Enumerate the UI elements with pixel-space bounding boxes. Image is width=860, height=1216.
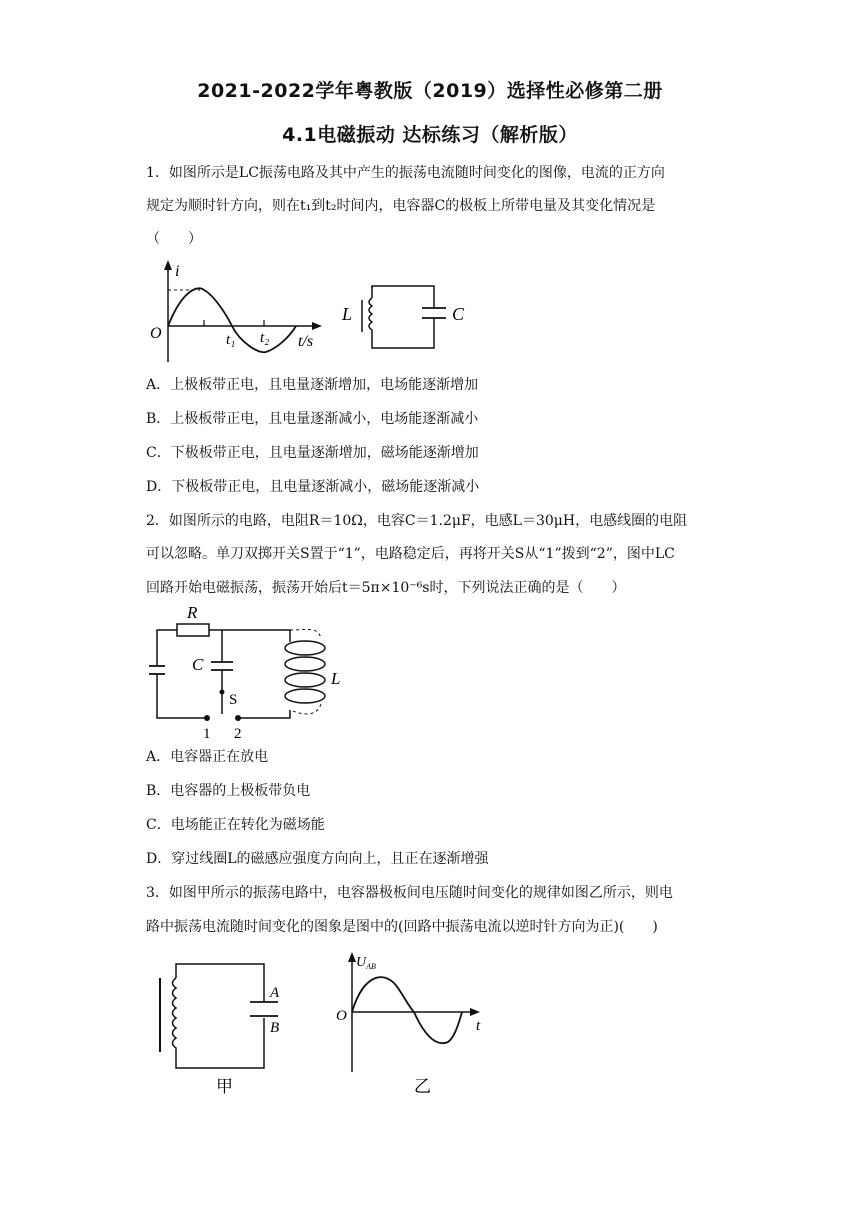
q3-graph-x-label: t [476, 1018, 481, 1034]
q1-stem-line3: （ ） [146, 231, 202, 247]
q2-label-pin1: 1 [203, 726, 211, 742]
q3-stem-line1: 3．如图甲所示的振荡电路中，电容器极板间电压随时间变化的规律如图乙所示，则电 [146, 885, 673, 901]
doc-title-line1: 2021-2022学年粤教版（2019）选择性必修第二册 [197, 80, 663, 102]
q1-circuit-C: C [452, 304, 465, 324]
q1-graph-y-label: i [175, 263, 180, 280]
q2-stem-line1: 2．如图所示的电路，电阻R＝10Ω，电容C＝1.2μF，电感L＝30μH，电感线圈的电阻 [146, 513, 688, 529]
q2-option-d[interactable]: D．穿过线圈L的磁感应强度方向向上，且正在逐渐增强 [146, 851, 489, 867]
q1-graph-t1: t₁ [226, 332, 236, 348]
q1-option-a[interactable]: A．上极板带正电，且电量逐渐增加，电场能逐渐增加 [146, 377, 479, 393]
q3-graph-y-sub: AB [366, 962, 376, 971]
q1-lc-circuit [340, 278, 480, 358]
q2-label-R: R [187, 603, 198, 622]
q2-label-L: L [331, 669, 341, 688]
q1-option-b[interactable]: B．上极板带正电，且电量逐渐减小，电场能逐渐减小 [146, 411, 479, 427]
q1-option-c[interactable]: C．下极板带正电，且电量逐渐增加，磁场能逐渐增加 [146, 445, 479, 461]
q2-option-a[interactable]: A．电容器正在放电 [146, 749, 269, 765]
q3-label-A: A [270, 985, 280, 1001]
q1-graph-t2: t₂ [260, 330, 270, 346]
q3-label-B: B [270, 1020, 280, 1036]
q1-stem-line1: 1．如图所示是LC振荡电路及其中产生的振荡电流随时间变化的图像，电流的正方向 [146, 165, 665, 181]
q1-circuit-L: L [342, 304, 353, 324]
q1-graph-origin: O [150, 325, 162, 342]
q1-option-d[interactable]: D．下极板带正电，且电量逐渐减小，磁场能逐渐减小 [146, 479, 480, 495]
q2-option-b[interactable]: B．电容器的上极板带负电 [146, 783, 311, 799]
q3-graph-origin: O [336, 1008, 347, 1024]
q3-caption-jia: 甲 [216, 1077, 233, 1096]
q2-stem-line3: 回路开始电磁振荡，振荡开始后t＝5π×10⁻⁶s时，下列说法正确的是（ ） [146, 580, 626, 596]
q2-stem-line2: 可以忽略。单刀双掷开关S置于“1”，电路稳定后，再将开关S从“1”拨到“2”，图中LC [146, 546, 675, 562]
q3-voltage-graph [330, 950, 490, 1096]
q2-option-c[interactable]: C．电场能正在转化为磁场能 [146, 817, 325, 833]
q3-graph-y-label [356, 955, 376, 971]
q2-resistor [177, 624, 209, 636]
q2-rlc-circuit [145, 604, 360, 742]
q3-graph-y-main: U [356, 955, 367, 970]
q1-graph-x-label: t/s [298, 333, 314, 350]
q2-label-pin2: 2 [234, 726, 242, 742]
doc-title-line2: 4.1电磁振动 达标练习（解析版） [282, 124, 578, 146]
q1-stem-line2: 规定为顺时针方向，则在t₁到t₂时间内，电容器C的极板上所带电量及其变化情况是 [146, 198, 656, 214]
q2-label-S: S [229, 692, 238, 708]
q3-caption-yi: 乙 [414, 1077, 431, 1096]
q3-stem-line2: 路中振荡电流随时间变化的图象是图中的(回路中振荡电流以逆时针方向为正)( ) [146, 919, 658, 935]
q2-label-C: C [192, 655, 204, 674]
q3-circuit-jia [150, 960, 290, 1096]
q1-current-graph [140, 258, 330, 368]
